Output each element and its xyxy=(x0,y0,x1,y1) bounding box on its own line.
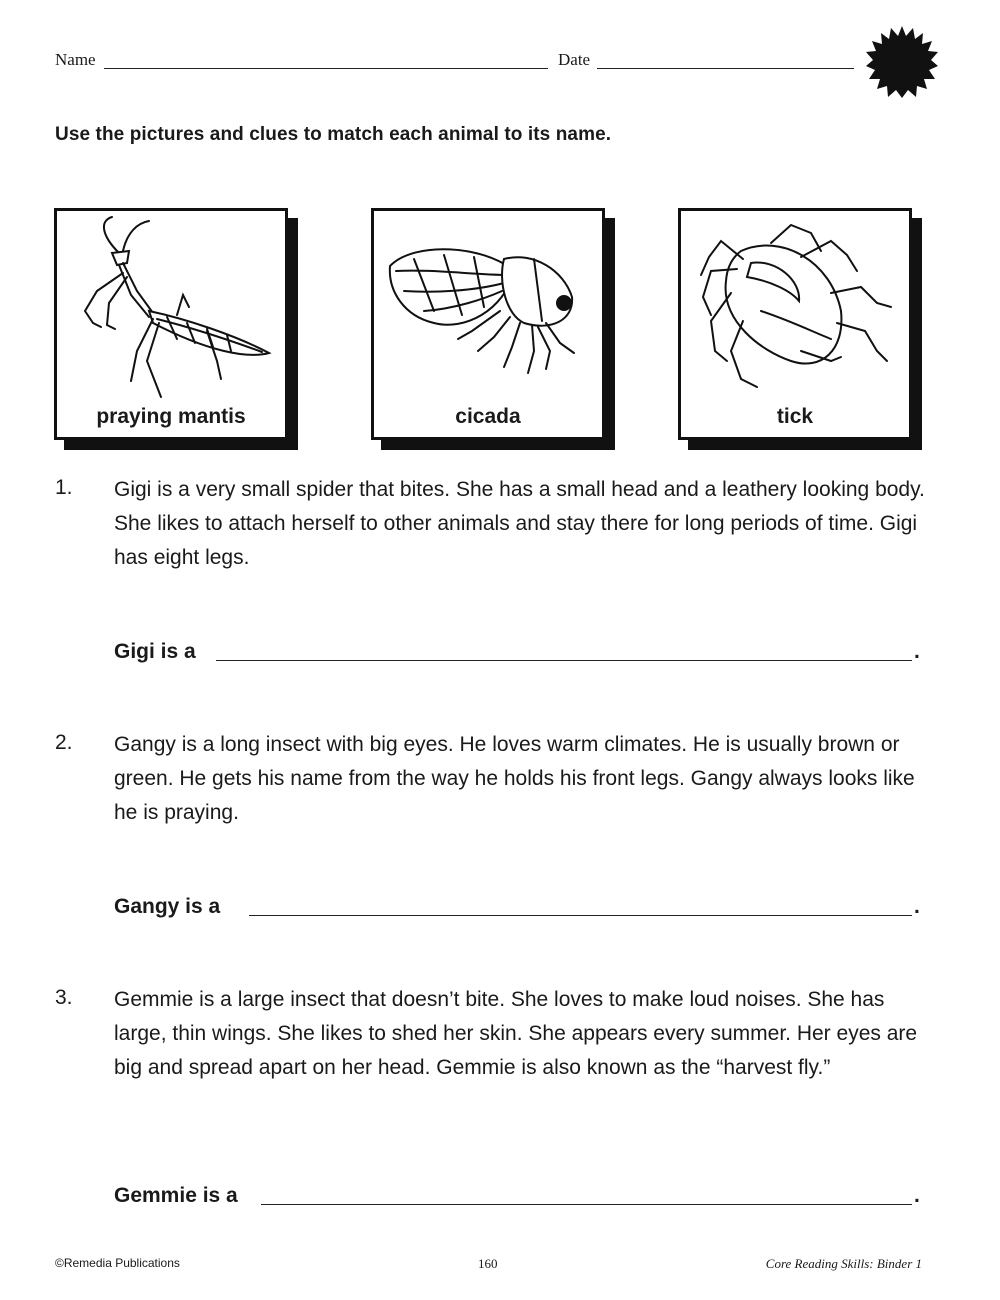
question-text: Gigi is a very small spider that bites. She has a small head and a leathery looking body. She likes to attach herself to other animals and stay there for long periods of time. Gigi has eight legs. xyxy=(114,478,925,569)
footer-page-number: 160 xyxy=(478,1256,498,1271)
answer-field[interactable] xyxy=(261,1204,912,1205)
instructions: Use the pictures and clues to match each animal to its name. xyxy=(55,124,612,145)
praying-mantis-icon xyxy=(57,211,285,437)
answer-period: . xyxy=(914,1184,920,1207)
answer-period: . xyxy=(914,895,920,918)
question-number: 3. xyxy=(55,986,73,1009)
tick-icon xyxy=(681,211,909,437)
card-label: tick xyxy=(776,405,814,428)
card-label: praying mantis xyxy=(96,405,246,428)
answer-label: Gangy is a xyxy=(114,895,221,918)
footer-publisher: ©Remedia Publications xyxy=(55,1256,180,1270)
answer-field[interactable] xyxy=(216,660,912,661)
question-number: 2. xyxy=(55,731,73,754)
name-label: Name xyxy=(55,50,96,69)
answer-label: Gemmie is a xyxy=(114,1184,238,1207)
answer-label: Gigi is a xyxy=(114,640,196,663)
question-number: 1. xyxy=(55,476,73,499)
date-label: Date xyxy=(558,50,591,69)
card-cicada xyxy=(371,208,605,440)
name-field[interactable] xyxy=(104,68,548,69)
date-field[interactable] xyxy=(597,68,854,69)
cicada-icon xyxy=(374,211,602,437)
question-text: Gangy is a long insect with big eyes. He loves warm climates. He is usually brown or green. He gets his name from the way he holds his front legs. Gangy always looks like he is praying. xyxy=(114,733,915,824)
answer-period: . xyxy=(914,640,920,663)
card-tick xyxy=(678,208,912,440)
card-praying-mantis xyxy=(54,208,288,440)
card-label: cicada xyxy=(455,405,521,428)
question-text: Gemmie is a large insect that doesn’t bite. She loves to make loud noises. She has large, thin wings. She likes to shed her skin. She appears every summer. Her eyes are big and spread apart on her head. Gemmie is also known as the “harvest fly.” xyxy=(114,988,918,1079)
footer-book-title: Core Reading Skills: Binder 1 xyxy=(765,1256,922,1271)
answer-field[interactable] xyxy=(249,915,912,916)
starburst-icon xyxy=(866,26,938,98)
